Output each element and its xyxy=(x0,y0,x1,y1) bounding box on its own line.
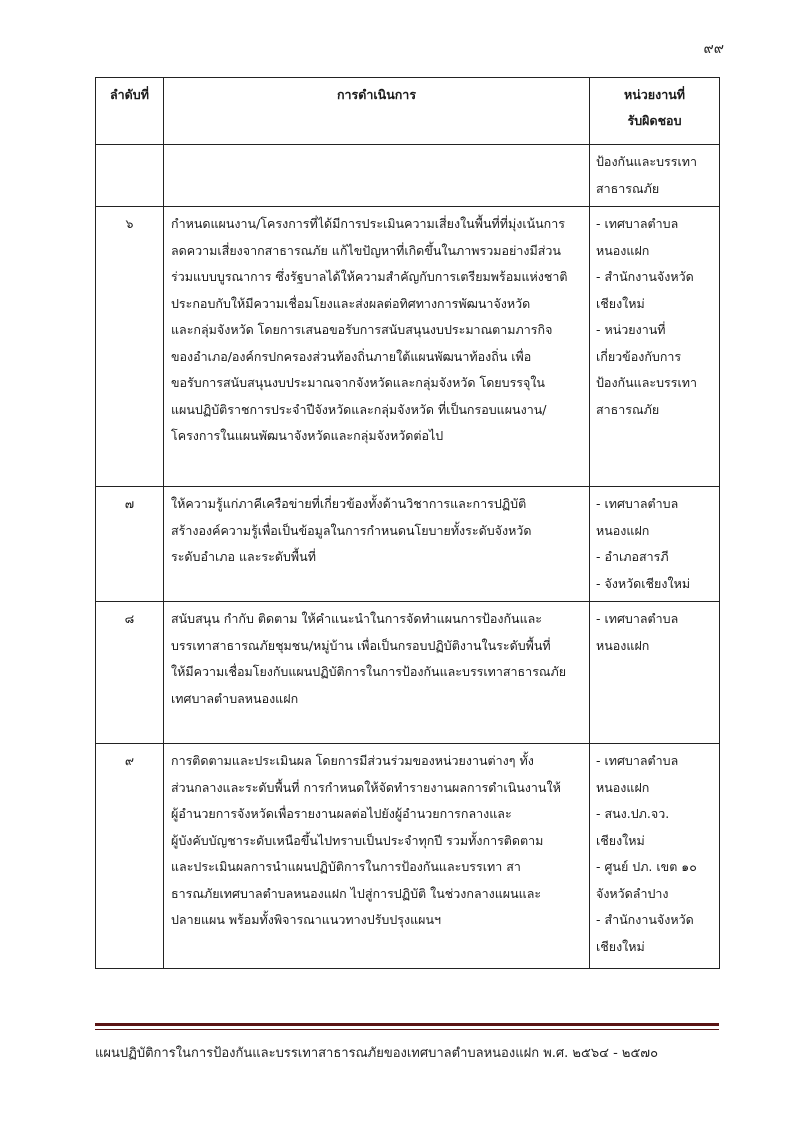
row-responsible-unit-cell xyxy=(590,602,720,744)
unit-text-line: ป้องกันและบรรเทา xyxy=(596,375,697,390)
unit-text-line: หนองแฝก xyxy=(596,522,650,538)
table-body xyxy=(96,145,720,969)
page-number: ๙๙ xyxy=(703,41,724,57)
action-text-line: ปลายแผน พร้อมทั้งพิจารณาแนวทางปรับปรุงแผนฯ xyxy=(171,912,442,927)
unit-text-line: - จังหวัดเชียงใหม่ xyxy=(596,575,691,591)
action-text-line: เทศบาลตำบลหนองแฝก xyxy=(171,690,299,706)
table-header-row xyxy=(96,78,720,145)
row-action-cell xyxy=(164,602,590,744)
action-text-line: สร้างองค์ความรู้เพื่อเป็นข้อมูลในการกำหนดนโยบายทั้งระดับจังหวัด xyxy=(171,522,532,538)
table-row xyxy=(96,487,720,602)
unit-text-line: - หน่วยงานที่ xyxy=(596,322,666,337)
action-text-line: กำหนดแผนงาน/โครงการที่ได้มีการประเมินความเสี่ยงในพื้นที่ที่มุ่งเน้นการ xyxy=(171,216,565,231)
unit-text-line: - สำนักงานจังหวัด xyxy=(596,912,694,927)
action-text-line: ให้มีความเชื่อมโยงกับแผนปฏิบัติการในการป้องกันและบรรเทาสาธารณภัย xyxy=(171,664,567,679)
unit-text-line: เชียงใหม่ xyxy=(596,295,645,311)
action-text-line: ธารณภัยเทศบาลตำบลหนองแฝก ไปสู่การปฏิบัติ ในช่วงกลางแผนและ xyxy=(171,885,542,901)
action-text-line: ลดความเสี่ยงจากสาธารณภัย แก้ไขปัญหาที่เกิดขึ้นในภาพรวมอย่างมีส่วน xyxy=(171,242,561,258)
unit-text-line: - เทศบาลตำบล xyxy=(596,496,679,511)
footer-document-title: แผนปฏิบัติการในการป้องกันและบรรเทาสาธารณภัยของเทศบาลตำบลหนองแฝก พ.ศ. ๒๕๖๔ - ๒๕๗๐ xyxy=(95,1046,659,1061)
action-plan-table xyxy=(95,77,720,969)
unit-text-line: - สนง.ปภ.จว. xyxy=(596,806,670,821)
row-order-number: ๙ xyxy=(96,744,164,969)
action-text-line: และประเมินผลการนำแผนปฏิบัติการในการป้องกันและบรรเทา สา xyxy=(171,859,521,874)
header-unit-line-2: รับผิดชอบ xyxy=(627,113,682,128)
row-order-number xyxy=(96,145,164,207)
row-responsible-unit-cell xyxy=(590,744,720,969)
action-text-line: ผู้อำนวยการจังหวัดเพื่อรายงานผลต่อไปยังผู้อำนวยการกลางและ xyxy=(171,806,512,821)
action-text-line: ร่วมแบบบูรณาการ ซึ่งรัฐบาลได้ให้ความสำคัญกับการเตรียมพร้อมแห่งชาติ xyxy=(171,269,568,284)
row-action-cell xyxy=(164,744,590,969)
row-order-number: ๖ xyxy=(96,207,164,487)
unit-text-line: สาธารณภัย xyxy=(596,401,660,417)
row-responsible-unit-cell xyxy=(590,145,720,207)
unit-text-line: - เทศบาลตำบล xyxy=(596,753,679,768)
action-text-line: สนับสนุน กำกับ ติดตาม ให้คำแนะนำในการจัดทำแผนการป้องกันและ xyxy=(171,611,543,626)
action-text-line: และกลุ่มจังหวัด โดยการเสนอขอรับการสนับสนุนงบประมาณตามภารกิจ xyxy=(171,322,553,337)
unit-text-line: หนองแฝก xyxy=(596,242,650,258)
action-text-line: ของอำเภอ/องค์กรปกครองส่วนท้องถิ่นภายใต้แผนพัฒนาท้องถิ่น เพื่อ xyxy=(171,348,532,364)
unit-text-line: - อำเภอสารภี xyxy=(596,549,669,564)
action-text-line: ขอรับการสนับสนุนงบประมาณจากจังหวัดและกลุ่มจังหวัด โดยบรรจุใน xyxy=(171,375,545,390)
action-text-line: บรรเทาสาธารณภัยชุมชน/หมู่บ้าน เพื่อเป็นกรอบปฏิบัติงานในระดับพื้นที่ xyxy=(171,637,551,653)
action-text-line: ส่วนกลางและระดับพื้นที่ การกำหนดให้จัดทำรายงานผลการดำเนินงานให้ xyxy=(171,779,561,795)
unit-text-line: เชียงใหม่ xyxy=(596,832,645,848)
action-text-line: ระดับอำเภอ และระดับพื้นที่ xyxy=(171,549,316,564)
table-row xyxy=(96,207,720,487)
table-row xyxy=(96,744,720,969)
action-text-line: การติดตามและประเมินผล โดยการมีส่วนร่วมของหน่วยงานต่างๆ ทั้ง xyxy=(171,753,534,768)
unit-text-line: จังหวัดลำปาง xyxy=(596,885,669,901)
header-order-number: ลำดับที่ xyxy=(96,78,164,145)
action-text-line: ให้ความรู้แก่ภาคีเครือข่ายที่เกี่ยวข้องทั้งด้านวิชาการและการปฏิบัติ xyxy=(171,496,527,511)
row-action-cell xyxy=(164,207,590,487)
action-text-line: ประกอบกับให้มีความเชื่อมโยงและส่งผลต่อทิศทางการพัฒนาจังหวัด xyxy=(171,295,531,311)
unit-text-line: เชียงใหม่ xyxy=(596,938,645,954)
action-text-line: โครงการในแผนพัฒนาจังหวัดและกลุ่มจังหวัดต่อไป xyxy=(171,428,444,443)
unit-text-line: หนองแฝก xyxy=(596,779,650,795)
unit-text-line: - เทศบาลตำบล xyxy=(596,216,679,231)
table-row xyxy=(96,602,720,744)
unit-text-line: - เทศบาลตำบล xyxy=(596,611,679,626)
footer-rule-thin xyxy=(95,1029,719,1030)
row-responsible-unit-cell xyxy=(590,487,720,602)
action-text-line: ผู้บังคับบัญชาระดับเหนือขึ้นไปทราบเป็นประจำทุกปี รวมทั้งการติดตาม xyxy=(171,832,544,848)
header-action: การดำเนินการ xyxy=(164,78,590,145)
unit-text-line: เกี่ยวข้องกับการ xyxy=(596,348,682,364)
unit-text-line: หนองแฝก xyxy=(596,637,650,653)
footer-rule-thick xyxy=(95,1023,719,1026)
row-action-cell xyxy=(164,487,590,602)
table-row xyxy=(96,145,720,207)
row-action-cell xyxy=(164,145,590,207)
action-text-line: แผนปฏิบัติราชการประจำปีจังหวัดและกลุ่มจังหวัด ที่เป็นกรอบแผนงาน/ xyxy=(171,401,547,417)
unit-text-line: - ศูนย์ ปภ. เขต ๑๐ xyxy=(596,859,697,874)
row-responsible-unit-cell xyxy=(590,207,720,487)
header-unit-line-1: หน่วยงานที่ xyxy=(623,87,686,102)
unit-text-line: - สำนักงานจังหวัด xyxy=(596,269,694,284)
row-order-number: ๗ xyxy=(96,487,164,602)
unit-text-line: สาธารณภัย xyxy=(596,180,660,196)
header-responsible-unit xyxy=(590,78,720,145)
unit-text-line: ป้องกันและบรรเทา xyxy=(596,154,697,169)
row-order-number: ๘ xyxy=(96,602,164,744)
